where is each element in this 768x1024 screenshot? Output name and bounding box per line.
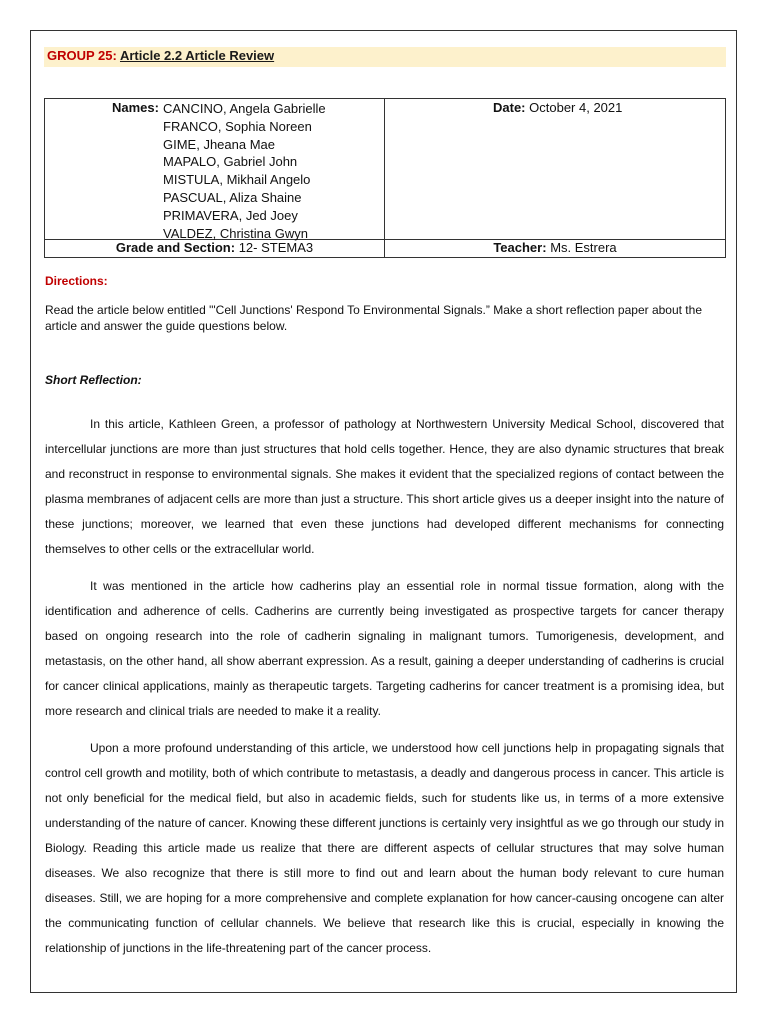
reflection-paragraph: Upon a more profound understanding of this article, we understood how cell junctions help in propagating signals that control cell growth and motility, both of which contribute to metastasis, a deadly and dangerous process in cancer. This article is not only beneficial for the medical field, but also in academic fields, such for students like us, in terms of a more extensive understanding of the nature of cancer. Knowing these different junctions is certainly very insightful as we go through our study in Biology. Reading this article made us realize that there are different aspects of cellular structures that may solve human diseases. We also recognize that there is still more to find out and learn about the human body relevant to cure human diseases. Still, we are hoping for a more comprehensive and complete explanation for how cancer-causing oncogene can alter the communicating function of cellular channels. We believe that research like this is crucial, especially in knowing the relationship of junctions in the life-threatening part of the cancer process.: [45, 741, 724, 955]
directions-title: Directions:: [45, 274, 108, 288]
names-list: [163, 100, 326, 242]
grade-label: Grade and Section:: [115, 240, 236, 255]
date-cell: [385, 99, 726, 240]
reflection-body: [45, 412, 724, 973]
info-table: [44, 98, 726, 258]
reflection-paragraph: In this article, Kathleen Green, a professor of pathology at Northwestern University Medical School, discovered that intercellular junctions are more than just structures that hold cells together. Hence, they are also dynamic structures that break and reconstruct in response to environmental signals. She makes it evident that the specialized regions of contact between the plasma membranes of adjacent cells are more than just a structure. This short article gives us a deeper insight into the nature of these junctions; moreover, we learned that even these junctions had developed different mechanisms for connecting themselves to other cells or the extracellular world.: [45, 417, 724, 556]
name-item: FRANCO, Sophia Noreen: [163, 118, 312, 134]
reflection-paragraph: It was mentioned in the article how cadherins play an essential role in normal tissue formation, along with the identification and adherence of cells. Cadherins are currently being investigated as prospective targets for cancer therapy based on ongoing research into the role of cadherin signaling in malignant tumors. Tumorigenesis, development, and metastasis, on the other hand, all show aberrant expression. As a result, gaining a deeper understanding of cadherins is crucial for cancer clinical applications, mainly as therapeutic targets. Targeting cadherins for cancer treatment is a promising idea, but more research and clinical trials are needed to make it a reality.: [45, 579, 724, 718]
article-title: Article 2.2 Article Review: [119, 48, 275, 63]
teacher-label: Teacher:: [493, 240, 547, 255]
date-label: Date:: [493, 100, 526, 115]
directions-body: Read the article below entitled "'Cell Junctions' Respond To Environmental Signals.” Make a short reflection paper about the article and answer the guide questions below.: [45, 303, 702, 333]
teacher-value: Ms. Estrera: [550, 240, 617, 255]
date-value: October 4, 2021: [529, 100, 623, 115]
header-title: [47, 48, 274, 63]
name-item: GIME, Jheana Mae: [163, 136, 275, 152]
header-bar: [44, 47, 726, 67]
names-cell: [45, 99, 385, 240]
names-label: Names:: [112, 100, 159, 115]
name-item: PRIMAVERA, Jed Joey: [163, 207, 298, 223]
teacher-cell: [385, 240, 726, 258]
group-label: GROUP 25:: [47, 48, 117, 63]
grade-value: 12- STEMA3: [238, 240, 314, 255]
name-item: MISTULA, Mikhail Angelo: [163, 172, 311, 188]
name-item: CANCINO, Angela Gabrielle: [163, 101, 326, 116]
name-item: VALDEZ, Christina Gwyn: [163, 225, 308, 241]
name-item: MAPALO, Gabriel John: [163, 154, 298, 170]
date-line: [493, 100, 622, 115]
document-page: [30, 30, 737, 993]
reflection-title: Short Reflection:: [45, 373, 142, 387]
name-item: PASCUAL, Aliza Shaine: [163, 189, 302, 205]
